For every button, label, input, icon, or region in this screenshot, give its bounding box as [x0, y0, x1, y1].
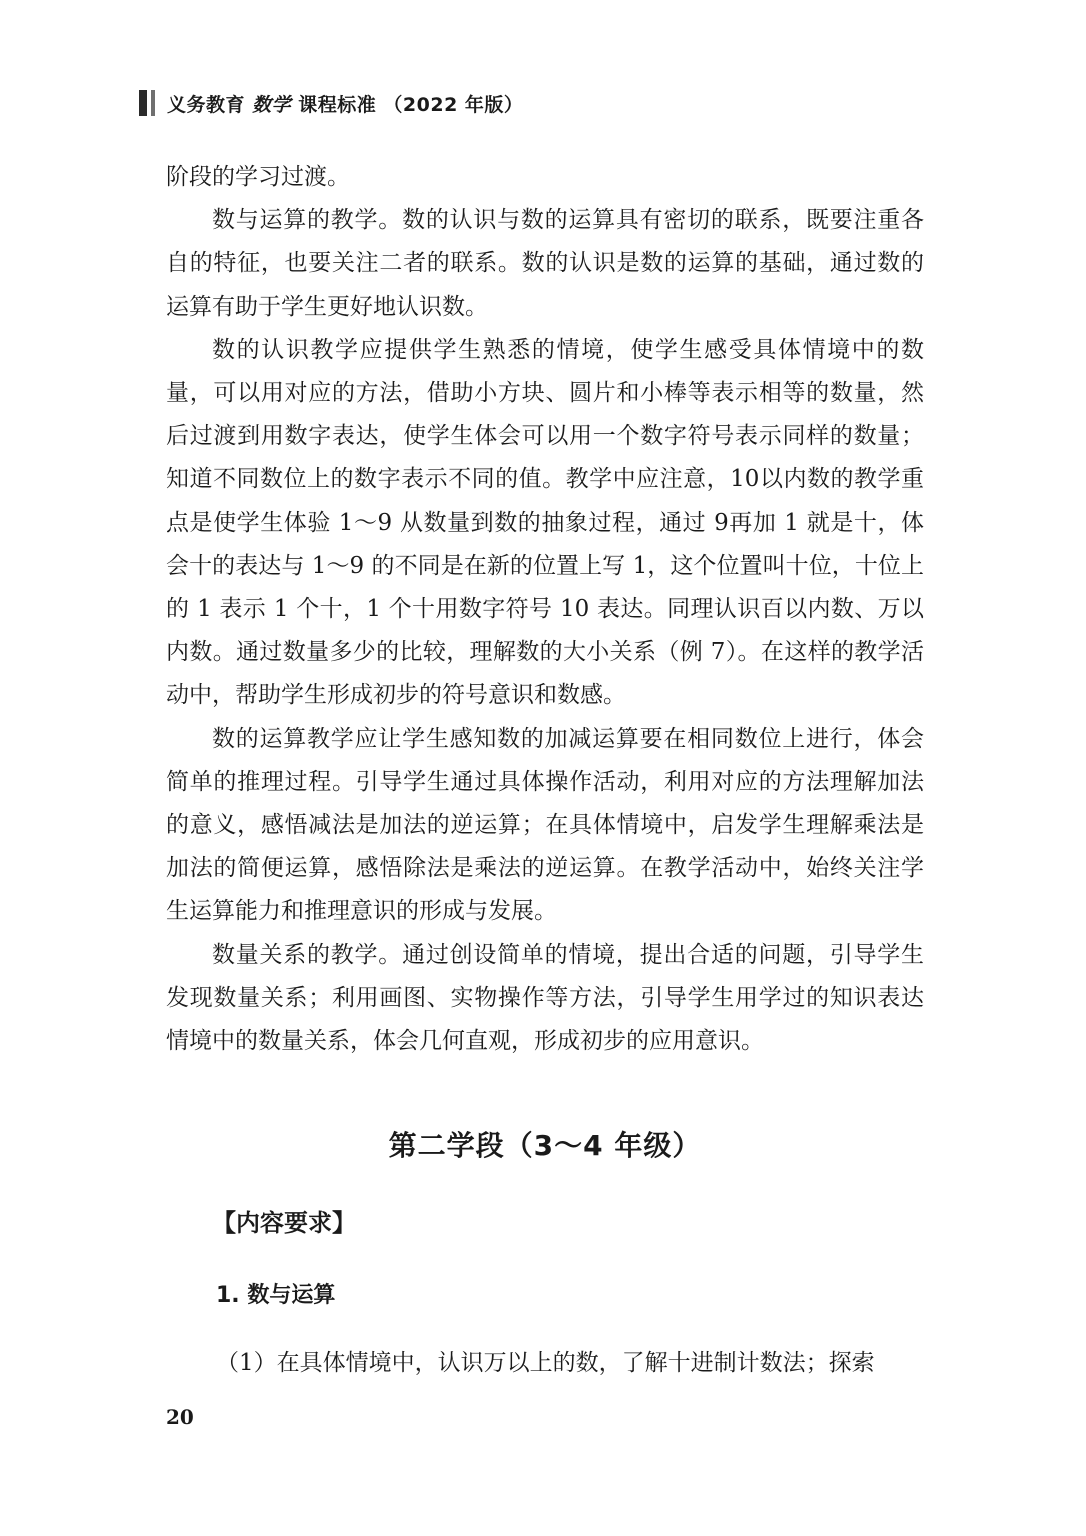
body-text	[166, 156, 924, 1063]
header-bar-marks	[139, 90, 155, 116]
paragraph-continuation: 阶段的学习过渡。	[166, 164, 350, 190]
header-thin-bar	[151, 90, 155, 116]
header-thick-bar	[139, 90, 147, 116]
paragraph-number-recognition: 数的认识教学应提供学生熟悉的情境，使学生感受具体情境中的数量，可以用对应的方法，借助小方块、圆片和小棒等表示相等的数量，然后过渡到用数字表达，使学生体会可以用一个数字符号表示同样的数量；知道不同数位上的数字表示不同的值。教学中应注意，10以内数的教学重点是使学生体验 1～9 从数量到数的抽象过程，通过 9再加 1 就是十，体会十的表达与 1～9 的不同是在新的位置上写 1，这个位置叫十位，十位上的 1 表示 1 个十，1 个十用数字符号 10 表达。同理认识百以内数、万以内数。通过数量多少的比较，理解数的大小关系（例 7）。在这样的教学活动中，帮助学生形成初步的符号意识和数感。	[166, 336, 924, 709]
paragraph-operation-teaching: 数的运算教学应让学生感知数的加减运算要在相同数位上进行，体会简单的推理过程。引导学生通过具体操作活动，利用对应的方法理解加法的意义，感悟减法是加法的逆运算；在具体情境中，启发学生理解乘法是加法的简便运算，感悟除法是乘法的逆运算。在教学活动中，始终关注学生运算能力和推理意识的形成与发展。	[166, 725, 924, 925]
header-title	[167, 90, 523, 117]
subsection-heading: 1. 数与运算	[216, 1283, 336, 1308]
list-item: （1）在具体情境中，认识万以上的数，了解十进制计数法；探索	[216, 1350, 875, 1376]
content-requirements-heading: 【内容要求】	[212, 1209, 356, 1237]
paragraph-quantity-relations: 数量关系的教学。通过创设简单的情境，提出合适的问题，引导学生发现数量关系；利用画图、实物操作等方法，引导学生用学过的知识表达情境中的数量关系，体会几何直观，形成初步的应用意识。	[166, 941, 924, 1055]
running-header	[139, 88, 523, 118]
header-edition: （2022 年版）	[383, 93, 524, 116]
header-title-part1: 义务教育	[167, 93, 246, 116]
page-number: 20	[166, 1405, 194, 1429]
paragraph-number-operations: 数与运算的教学。数的认识与数的运算具有密切的联系，既要注重各自的特征，也要关注二者的联系。数的认识是数的运算的基础，通过数的运算有助于学生更好地认识数。	[166, 207, 924, 320]
header-title-italic: 数学	[252, 93, 292, 116]
section-title: 第二学段（3～4 年级）	[388, 1129, 702, 1162]
header-title-part2: 课程标准	[298, 93, 377, 116]
